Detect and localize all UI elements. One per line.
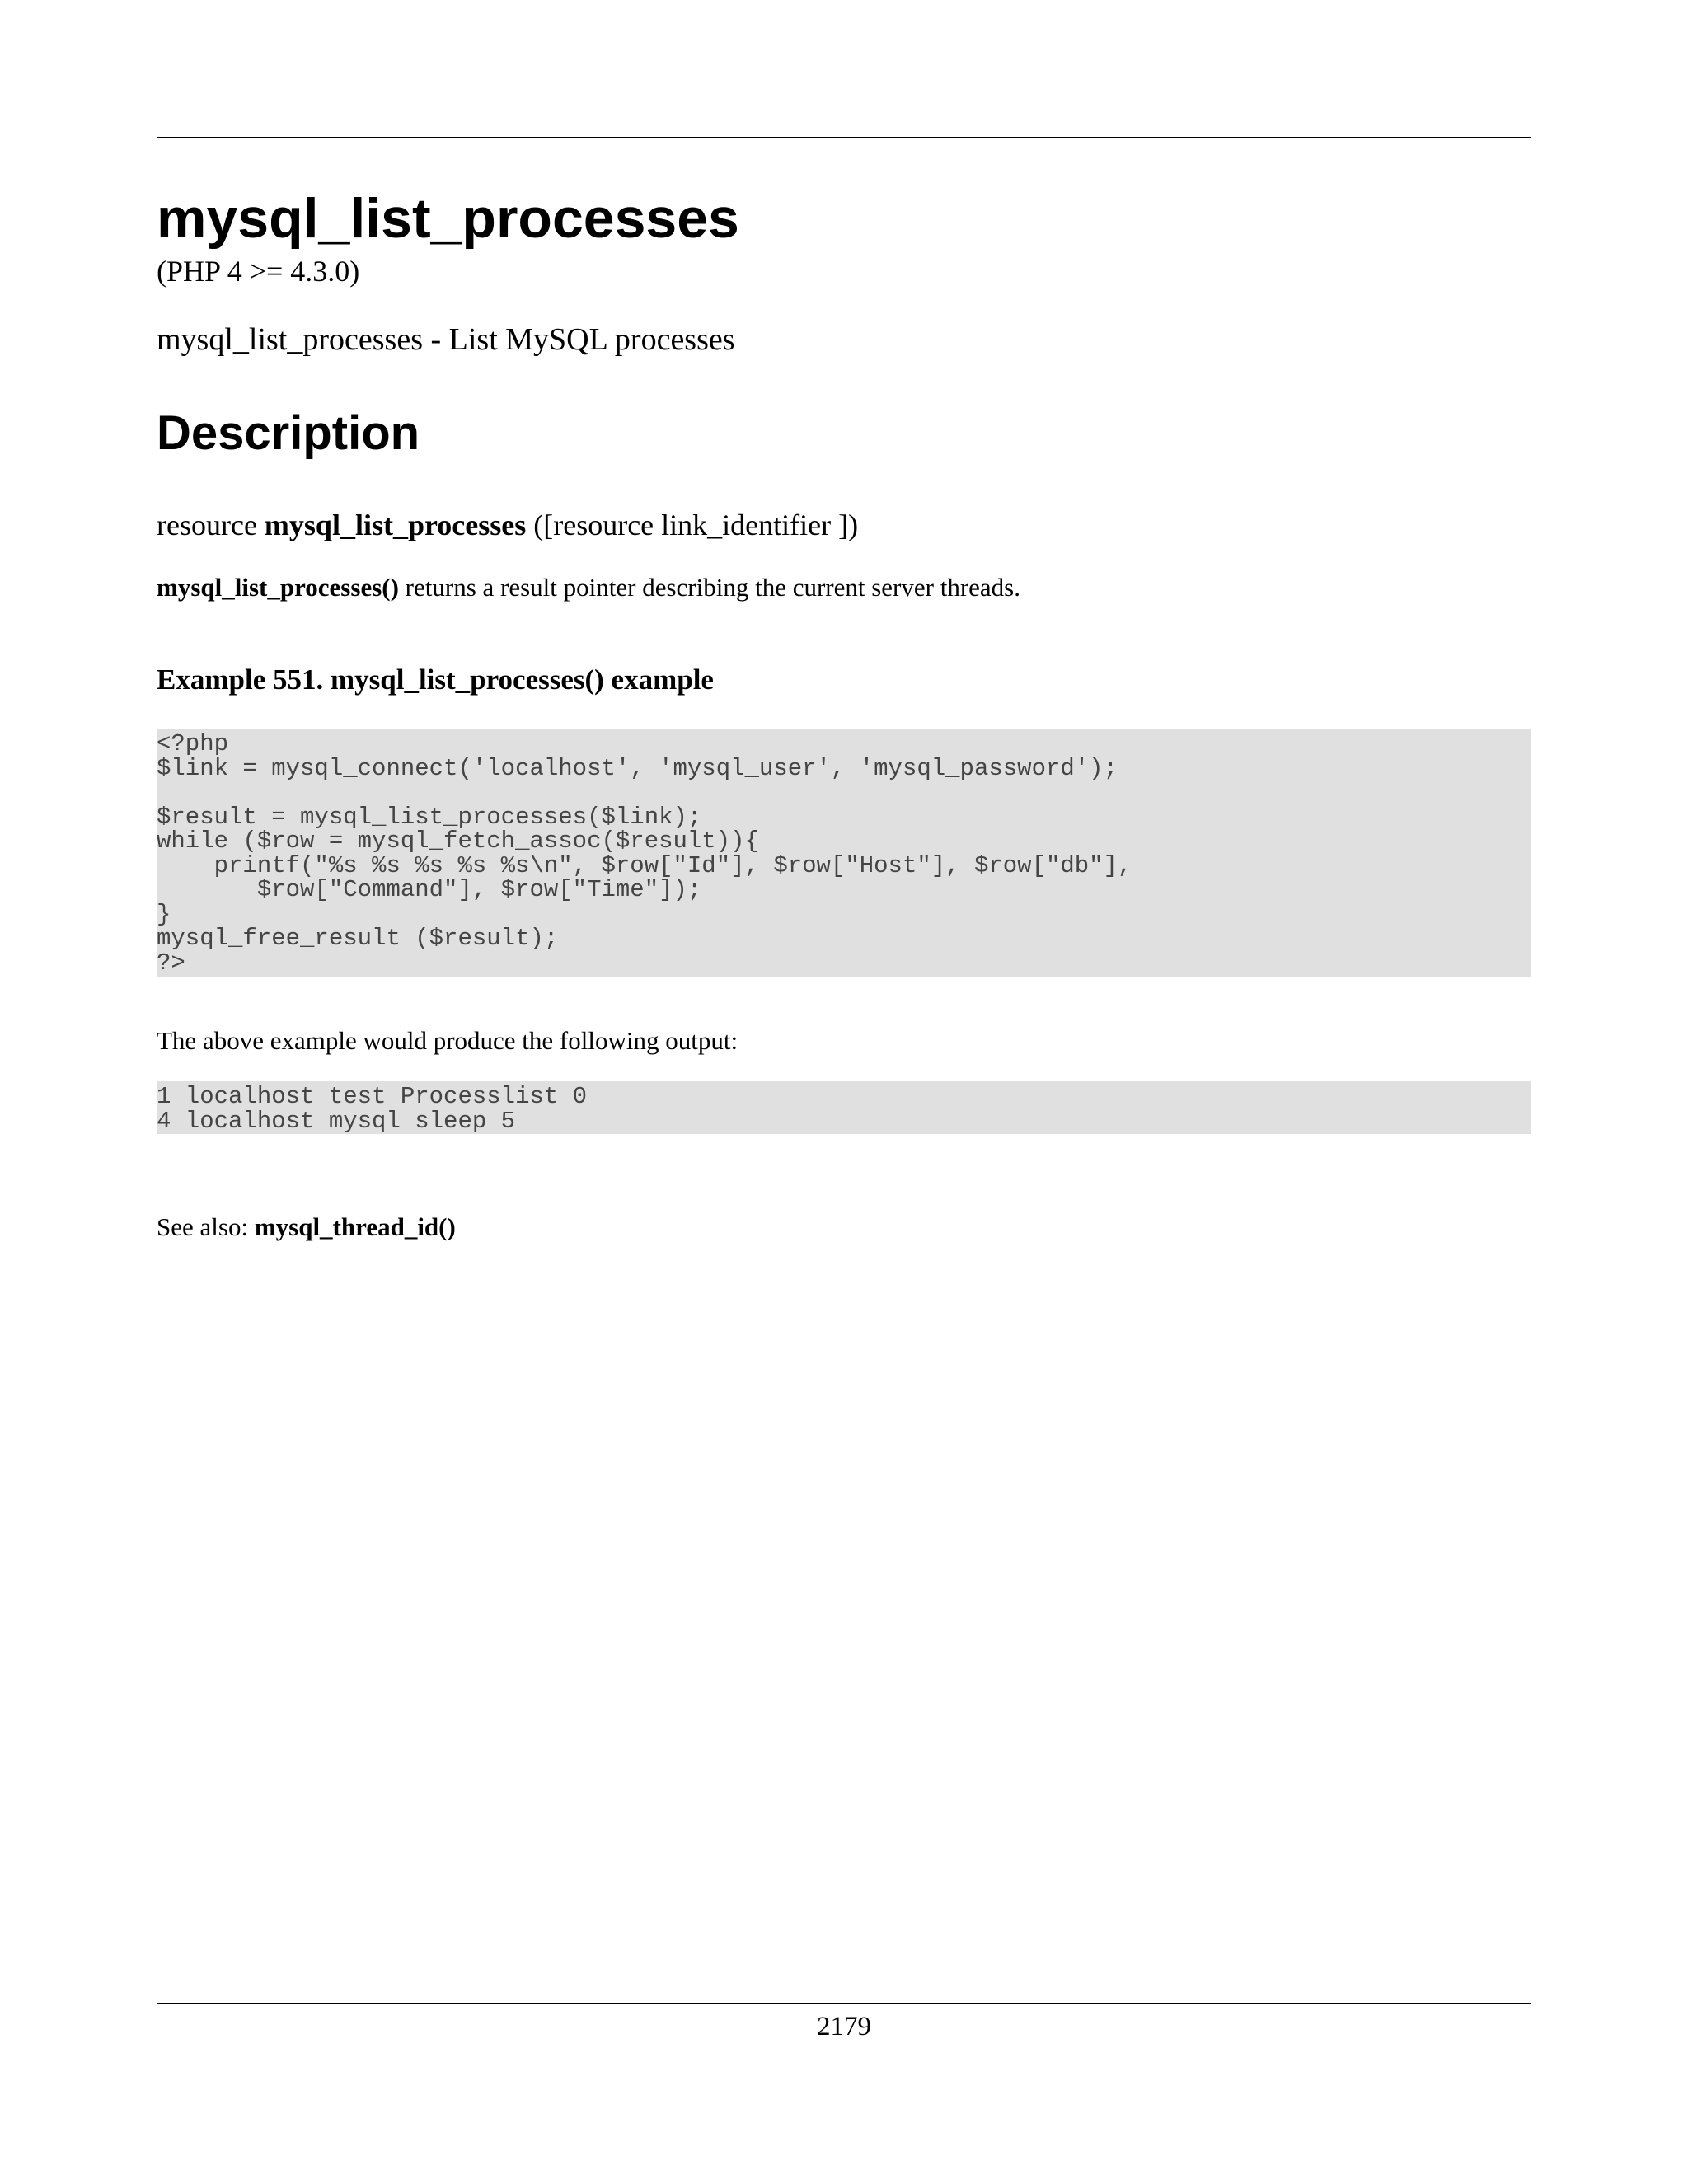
example-title: Example 551. mysql_list_processes() example [157,663,714,696]
output-intro: The above example would produce the following output: [157,1026,738,1055]
page-number: 2179 [817,2012,871,2041]
function-synopsis [157,508,858,543]
synopsis-function-name: mysql_list_processes [264,509,527,541]
page-title: mysql_list_processes [157,187,739,250]
description-text: returns a result pointer describing the current server threads. [398,573,1020,602]
refname-line [157,321,735,359]
see-also-label: See also: [157,1212,255,1241]
description-paragraph [157,572,1020,602]
synopsis-params: ([resource link_identifier ]) [526,509,859,541]
description-heading: Description [157,406,420,460]
function-reference: mysql_list_processes() [157,573,399,602]
version-info: (PHP 4 >= 4.3.0) [157,255,360,288]
refpurpose: List MySQL processes [448,322,735,357]
synopsis-return-type: resource [157,509,265,541]
document-page [157,0,1531,2184]
refname: mysql_list_processes [157,322,423,357]
refname-separator: - [422,322,449,357]
header-rule [157,137,1531,138]
see-also [157,1212,456,1242]
example-output-block: 1 localhost test Processlist 0 4 localhost mysql sleep 5 [157,1081,1531,1134]
see-also-link[interactable]: mysql_thread_id() [254,1212,456,1241]
example-code-block: <?php $link = mysql_connect('localhost', 'mysql_user', 'mysql_password'); $result = mysql_list_processes($link); while ($row = mysql_fetch_assoc($result)){ printf("%s %s %s %s %s\n", $row["Id"], $row["Host"], $row["db"], $row["Command"], $row["Time"]); } mysql_free_result ($result); ?> [157,729,1531,977]
footer-rule [157,2003,1531,2004]
